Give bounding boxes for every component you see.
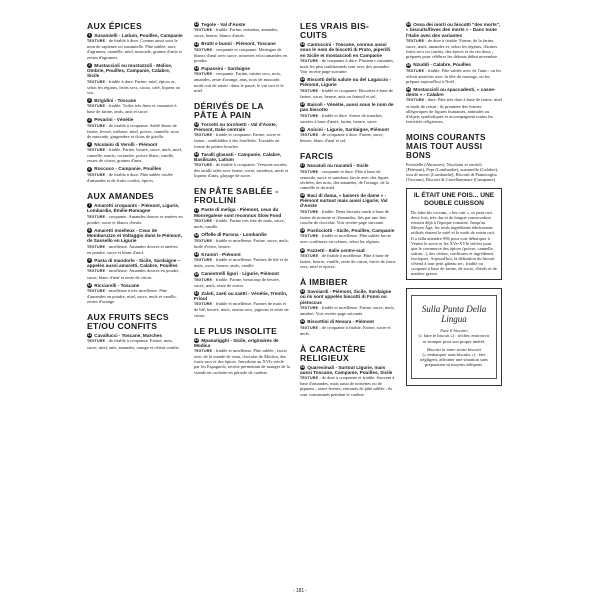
biscuit-entry	[300, 102, 396, 124]
entry-name: Mostaccioli ou spaccadenti, « casse-dents » - Calabre	[406, 86, 496, 98]
texture-text: : de friable à croquante. Sablé dense de farine, levure, mélasse, miel, poivre, cannelle, noix de muscade, gingembre et clous de girofle.	[87, 122, 179, 139]
texture-label: TEXTURE	[300, 88, 319, 93]
entry-heading	[194, 291, 290, 302]
entry-heading	[300, 193, 396, 209]
entry-heading	[406, 22, 502, 38]
texture-text: : croquante. Farine, raisins secs, noix, amandes, zeste d'orange, anis, noix de muscade, moût cuit de raisin : dans le passé, le vin cuit et le miel.	[194, 71, 284, 93]
biscuit-entry	[194, 232, 290, 248]
entry-name: Baicoli - Vénétie, aussi sous le nom de pan biscotto	[300, 101, 394, 113]
entry-description	[194, 218, 290, 229]
biscuit-entry	[406, 87, 502, 124]
biscuit-entry	[300, 319, 396, 335]
entry-number-badge: 32	[300, 319, 305, 324]
texture-label: TEXTURE	[87, 104, 106, 109]
biscuit-entry	[194, 338, 290, 375]
biscuit-entry	[300, 42, 396, 74]
biscuit-entry	[194, 271, 290, 287]
entry-number-badge: 6	[88, 166, 91, 171]
texture-label: TEXTURE	[194, 349, 213, 354]
entry-name: Quaresimali - Surtout Ligurie, mais aussi Toscane, Campanie, Pouilles, Sicile	[300, 364, 393, 375]
texture-label: TEXTURE	[406, 38, 425, 43]
entries-list	[300, 163, 396, 269]
texture-text: : friable et croquante. Biscottes à base de farine, sucre, beurre, anis ou fenouil et sel.	[300, 87, 394, 99]
entry-number-badge: 8	[88, 228, 91, 233]
entry-heading	[300, 289, 396, 305]
entries-list	[194, 122, 290, 179]
entry-name: Cantuccini - Toscane, connus aussi sous le nom de biscotti di Prato, piperilli en Sicile et mostaccioli en Campanie	[300, 42, 391, 58]
texture-text: : moelleuse à très moelleuse. Pâte d'amandes en poudre, miel, sucre, œufs et vanille, zestes d'orange.	[87, 287, 177, 305]
texture-text: : friable et dure. Sortes de tranches sucrées à base d'œufs, farine, beurre, sucre.	[300, 112, 382, 124]
page-number: - 181 -	[292, 588, 308, 594]
entry-name: Torcetti ou torchietti - Val d'Aoste, Piémont, Italie centrale	[194, 121, 278, 133]
entry-heading	[300, 77, 396, 88]
texture-label: TEXTURE	[300, 376, 319, 381]
entry-number-badge: 31	[300, 289, 305, 294]
entry-number-badge: 15	[194, 122, 199, 126]
idiom-item	[418, 347, 490, 367]
entry-heading	[87, 258, 183, 269]
texture-label: TEXTURE	[300, 234, 319, 239]
entry-name: Brigidini - Toscane	[93, 97, 137, 103]
entries-list	[87, 333, 183, 349]
texture-text: : de dure à friable. Farine, de la farine, sucre, œufs, amandes et, selon les régions, d'autres fruits secs ou confits, des épices et du vin doux ; préparés pour célébrer les défunts début novembre.	[406, 37, 499, 60]
entry-number-badge: 26	[300, 127, 305, 131]
history-title: IL ÉTAIT UNE FOIS... UNE DOUBLE CUISSON	[413, 192, 495, 207]
biscuit-entry	[194, 22, 290, 38]
texture-text: : friable. Farine, beurre, sucre, œufs, miel, cannelle, macis, coriandre, poivre blanc, vanille, zestes de citron, graines d'anis.	[87, 147, 183, 164]
section-title: AUX ÉPICES	[87, 21, 143, 31]
entry-heading	[87, 203, 183, 214]
section-title: DÉRIVÉS DE LA PÂTE À PAIN	[194, 100, 264, 120]
entry-number-badge: 21	[194, 290, 199, 295]
texture-text: : de craquante à dure. Plusieurs variantes, mais les plus traditionnels sont avec des amandes. Voir recette page suivante.	[300, 57, 395, 75]
biscuit-entry	[300, 289, 396, 316]
entry-description	[194, 132, 290, 148]
entry-name: Biscotti della salute ou del Lagaccio - Piémont, Ligurie	[300, 77, 391, 88]
idioms-inner	[411, 295, 497, 379]
entry-number-badge: 14	[194, 66, 199, 71]
entry-name: Pasticciotti - Sicile, Pouilles, Campanie	[306, 228, 395, 234]
entry-heading	[194, 338, 290, 349]
entry-number-badge: 18	[194, 232, 199, 237]
entry-name: Krumiri - Piémont	[200, 251, 241, 257]
entry-number-badge: 22	[194, 337, 199, 342]
texture-text: : friable et moelleuse. Farines de maïs et de blé, beurre, œufs, raisins secs, pignons et zeste de citron.	[194, 301, 289, 318]
texture-text: : friable. Farine, noisettes, amandes, sucre, beurre, blancs d'œufs.	[194, 27, 279, 39]
entry-description	[300, 233, 396, 244]
entry-heading	[300, 365, 396, 376]
entries-list	[194, 207, 290, 317]
texture-label: TEXTURE	[194, 133, 213, 138]
texture-label: TEXTURE	[300, 58, 319, 63]
entry-number-badge: 35	[406, 62, 411, 67]
texture-text: : croquante. Amandes douces et amères en poudre, sucre et blancs d'œufs.	[87, 213, 183, 225]
biscuit-entry	[87, 228, 183, 255]
entry-name: Amaretti croquants - Piémont, Ligurie, Lombardie, Émilie-Romagne	[87, 202, 180, 214]
texture-text: : de friable à dure. Connus aussi sous le nom de sapienze ou susumielle. Pâte sablée, noix d'agrumes, cannelle, miel, muscade, graines d'anis et zestes d'agrumes.	[87, 38, 182, 60]
texture-text: : de friable à dure. Pâte sablée roulée d'amandes et de fruits confits, épices.	[87, 171, 173, 183]
entry-number-badge: 12	[194, 22, 199, 27]
texture-text: : friable et moelleuse. Farines de blé et de maïs, sucre, beurre, œufs, vanille.	[194, 257, 289, 269]
idiom-phrase: Fare il biscotto	[440, 328, 468, 334]
biscuit-entry	[300, 365, 396, 397]
entries-list	[87, 33, 183, 183]
entry-number-badge: 36	[406, 87, 411, 92]
section-title: AUX AMANDES	[87, 190, 154, 201]
entry-number-badge: 29	[300, 228, 305, 233]
idiom-phrase: Biscotti in mare senza biscotti	[426, 346, 482, 352]
entry-heading	[194, 152, 290, 163]
texture-label: TEXTURE	[194, 258, 213, 263]
idiom-item	[418, 328, 490, 343]
texture-label: TEXTURE	[87, 269, 106, 274]
idioms-title: Sulla Punta Della Lingua	[421, 304, 487, 325]
biscuit-entry	[87, 283, 183, 305]
entry-number-badge: 2	[88, 62, 91, 67]
texture-label: TEXTURE	[194, 28, 213, 33]
entry-name: Susamielli - Latium, Pouilles, Campanie	[93, 33, 183, 38]
biscuit-entry	[300, 193, 396, 225]
entry-number-badge: 13	[194, 41, 199, 46]
entries-list	[194, 338, 290, 375]
texture-text: : friable et moelleuse. Pâte sablée ; farcis avec de la viande de veau, chocolat de Modica, des fruits secs et des épices. Introduite au XVIe siècle par les Espagnols, recette permettant de manger de la viande en cachette en période de carême.	[194, 348, 290, 375]
entries-list	[194, 22, 290, 93]
biscuit-entry	[300, 127, 396, 143]
history-box	[406, 188, 502, 280]
entry-description	[300, 58, 396, 74]
section-title: MOINS COURANTS MAIS TOUT AUSSI BONS	[406, 132, 486, 160]
texture-text: : friable. Pâte sablée avec de l'anis : on les offrait autrefois avec la fête du mariage, ou les prépare aujourd'hui à Noël.	[406, 67, 502, 84]
entry-description	[300, 169, 396, 190]
texture-text: : friable et moelleuse. Farine, sucre, œufs, huile d'olive, beurre.	[194, 237, 289, 249]
biscuit-entry	[406, 22, 502, 59]
biscuit-entry	[194, 41, 290, 63]
entry-description	[300, 325, 396, 336]
entry-name: Ossa dei morti ou biscotti "des morts", « biscuits/fèves des morts » - Dans toute l'Italie avec des variantes	[406, 22, 501, 38]
entry-description	[87, 268, 183, 279]
entry-name: Zaleti, zaeti ou zaetti - Vénétie, Trentin, Frioul	[194, 290, 288, 302]
texture-label: TEXTURE	[87, 79, 106, 84]
entry-number-badge: 33	[300, 364, 305, 369]
entry-description	[406, 68, 502, 84]
entry-number-badge: 27	[300, 163, 305, 168]
entry-description	[87, 123, 183, 139]
entry-name: Paste di meliga - Piémont, ceux du Monregalese sont reconnus Slow Food	[194, 207, 282, 218]
entries-list	[406, 22, 502, 124]
entry-name: Mustaccioli ou mustazzoli - Molise, Ombrie, Pouilles, Campanie, Calabre, Sicile	[87, 62, 173, 79]
texture-label: TEXTURE	[194, 163, 213, 168]
entry-heading	[87, 63, 183, 79]
texture-label: TEXTURE	[300, 306, 319, 311]
entry-description	[406, 38, 502, 59]
texture-label: TEXTURE	[87, 339, 106, 344]
entry-number-badge: 10	[87, 282, 92, 287]
entry-description	[194, 238, 290, 249]
entry-number-badge: 4	[88, 117, 91, 122]
entry-description	[87, 103, 183, 114]
entry-description	[194, 47, 290, 63]
entry-heading	[406, 87, 502, 98]
entry-description	[300, 253, 396, 269]
entry-description	[87, 214, 183, 225]
texture-text: : de friable à croquante. Versions sucrées des taralli salés avec farine, sucre, saindoux, œufs et liqueur d'anis, glaçage de sucre.	[194, 162, 289, 179]
texture-label: TEXTURE	[300, 133, 319, 138]
entry-name: Papassini - Sardaigne	[200, 66, 251, 72]
texture-label: TEXTURE	[194, 72, 213, 77]
biscuit-entry	[194, 252, 290, 268]
biscuit-entry	[87, 258, 183, 280]
texture-text: : de dure à croquante et friable. Souvent à base d'amandes, mais aussi de noisettes ou de pignons ; assez fermes, entourés de pâte sablée ; ils sont consommés pendant le carême.	[300, 375, 395, 397]
biscuit-entry	[87, 63, 183, 95]
texture-text: : friable. Deux biscuits ronds à base de farine de noisette et d'amandes, liés par une fine couche de chocolat. Voir recette page suivante.	[300, 208, 390, 225]
texture-text: : friable. Tuiles très fines et cassantes à base de farine, œufs, anis et sucre.	[87, 103, 177, 115]
entry-number-badge: 25	[300, 102, 305, 107]
texture-text: : friable et moelleuse. Farine, sucre, œufs, amidon. Voir recette page suivante.	[300, 305, 395, 317]
section-title: LE PLUS INSOLITE	[194, 325, 278, 336]
biscuit-entry	[406, 62, 502, 84]
texture-text: : friable et croquante. Farine, sucre et farine ; semblables à des feuilletés. Torsadés en forme de petites boucles.	[194, 132, 281, 149]
texture-text: : de friable à croquante. Farine, noix, sucre, miel, anis, amandes, orange et cédrat confits.	[87, 338, 180, 350]
section-title: À IMBIBER	[300, 277, 348, 288]
entry-description	[194, 257, 290, 268]
texture-text: : croquante et dure. Pâte à base de semoule, sucre et saindoux farcie avec des figues sèchées, des noix, des amandes, de l'orange, de la cannelle et du miel.	[300, 168, 390, 190]
biscuit-entry	[87, 117, 183, 139]
entries-list	[300, 42, 396, 143]
entry-name: Fazzetti - Italie centre-sud	[306, 247, 365, 253]
texture-label: TEXTURE	[194, 302, 213, 307]
texture-text: : dure. Pâte très dure à base de farine, miel et moût de raisin ; ils prennent des formes allégoriques de figures humaines, animales ou d'objets symboliques et accompagnent toutes les festivités religieuses.	[406, 97, 502, 124]
biscuit-entry	[87, 203, 183, 225]
texture-text: : de croquante à dure. Farine, sucre, beurre, blanc d'œuf et sel.	[300, 132, 384, 144]
texture-label: TEXTURE	[406, 98, 425, 103]
entry-description	[87, 244, 183, 255]
texture-label: TEXTURE	[194, 238, 213, 243]
biscuit-entry	[194, 122, 290, 149]
entry-description	[194, 27, 290, 38]
entry-name: Pasta di mandorle - Sicile, Sardaigne – appelés aussi amaretti, Calabre, Pouilles	[87, 257, 181, 269]
entry-name: Nicolaini di Verolli - Piémont	[93, 141, 158, 147]
entry-description	[87, 79, 183, 95]
entry-description	[194, 277, 290, 288]
biscuit-entry	[87, 142, 183, 164]
texture-label: TEXTURE	[194, 47, 213, 52]
entry-number-badge: 30	[300, 247, 305, 252]
texture-text: : moelleuse. Amandes douces en poudre, sucre, blanc d'œuf et zeste de citron.	[87, 268, 180, 280]
entry-number-badge: 28	[300, 193, 305, 198]
entry-description	[194, 348, 290, 374]
texture-label: TEXTURE	[87, 244, 106, 249]
entry-number-badge: 7	[88, 203, 91, 208]
biscuit-entry	[194, 207, 290, 229]
entry-description	[194, 162, 290, 178]
entry-heading	[87, 228, 183, 244]
section-title: À CARACTÈRE RELIGIEUX	[300, 343, 366, 363]
entry-number-badge: 16	[194, 151, 199, 156]
idioms-box	[406, 288, 502, 386]
entry-name: Baci di dama, « baisers de dame » - Piémont surtout mais aussi Ligurie, Val d'Aoste	[300, 192, 388, 209]
texture-text: : moelleuse. Amandes douces et amères en poudre, sucre et blanc d'œuf.	[87, 243, 178, 255]
texture-label: TEXTURE	[87, 172, 106, 177]
history-text: Du latin bis coctum, « bis-cuit », ce pain cuit deux fois, très dur et de longue conservation existait déjà à l'époque romaine. Jusqu'au Moyen Âge, les seuls ingrédients édulcorants utilisés étaient le miel et le moût de raisin cuit. Il a fallu attendre 996 pour voir débarquer à Venise le sucre et les XVe-XVIe siècles pour que le commerce des épices (poivre, cannelle, safran...), des cèdres, confitures et ingrédients exotiques. Aujourd'hui, la définition du biscuit s'étend à tout petit gâteau sec, friable ou croquant à base de farine, de sucre, d'œufs et de matière grasse.	[411, 210, 497, 277]
entry-name: Taralli glassati - Campanie, Calabre, Basilicate, Latium	[194, 151, 282, 162]
rare-biscuits-text: Ferratelle (Abruzzes), Nicolaini et strufoli (Piémont), Pepi (Lombardie), zuzumelle (Calabre), ossi di morto (Lombardie), Biscotti di Pannicoglia (Toscane), Biscotti di Castellammare (Campanie).	[406, 161, 499, 183]
entry-name: Savoiardi - Piémont, Sicile, Sardaigne où ils sont appelés biscotti di Fonni ou pistoccus	[300, 289, 392, 305]
entry-number-badge: 1	[88, 33, 91, 38]
entry-heading	[194, 122, 290, 133]
texture-label: TEXTURE	[194, 277, 213, 282]
entry-description	[87, 172, 183, 183]
entry-number-badge: 5	[88, 142, 91, 147]
texture-text: : friable. Farine très fine de maïs, sucre, œufs, vanille.	[194, 218, 285, 230]
entry-number-badge: 34	[406, 22, 411, 27]
entry-description	[194, 71, 290, 92]
entry-number-badge: 20	[194, 271, 199, 276]
idiom-meaning: (« faire le biscuit ») : tricher, entrouvrir se tromper pour son propre intérêt.	[418, 333, 490, 344]
entry-name: Cavallucci - Toscane, Marches	[93, 333, 162, 339]
entry-name: Ricciarelli - Toscane	[93, 282, 140, 288]
entry-description	[87, 147, 183, 163]
texture-label: TEXTURE	[87, 39, 106, 44]
entry-description	[300, 113, 396, 124]
entry-number-badge: 24	[300, 77, 305, 82]
entry-name: Roccoco - Campanie, Pouilles	[93, 166, 162, 172]
biscuit-entry	[300, 163, 396, 190]
entry-description	[87, 338, 183, 349]
entry-name: Biscottini di Novara - Piémont	[306, 319, 374, 325]
biscuit-entry	[300, 248, 396, 270]
texture-label: TEXTURE	[300, 113, 319, 118]
texture-label: TEXTURE	[87, 123, 106, 128]
texture-label: TEXTURE	[300, 209, 319, 214]
texture-text: : friable. Farine, beaucoup de beurre, sucre, œufs, zeste de citron.	[194, 276, 280, 288]
texture-label: TEXTURE	[300, 325, 319, 330]
entry-name: Anicini - Ligurie, Sardaigne, Piémont	[306, 126, 389, 132]
entry-heading	[300, 42, 396, 58]
entry-description	[300, 305, 396, 316]
biscuit-entry	[300, 228, 396, 244]
entry-name: Amaretti moelleux - Ceux de Mombaruzzo et Voltaggio dans le Piémont, de Sassello en Ligurie	[87, 227, 182, 244]
texture-text: : croquante et craquante. Meringue de blancs d'œuf avec sucre, noisettes et/ou amandes en poudre.	[194, 46, 288, 63]
entry-number-badge: 9	[88, 258, 91, 263]
entry-name: Canestrelli liguri - Ligurie, Piémont	[200, 271, 279, 277]
entry-number-badge: 11	[87, 333, 92, 338]
biscuit-entry	[194, 152, 290, 179]
section-title: AUX FRUITS SECS ET/OU CONFITS	[87, 312, 169, 332]
column-3	[300, 22, 396, 400]
entry-description	[300, 209, 396, 225]
biscuit-entry	[87, 333, 183, 349]
entry-heading	[300, 102, 396, 113]
texture-label: TEXTURE	[300, 169, 319, 174]
entry-name: Nucatuli ou nucatoli - Sicile	[306, 163, 369, 169]
entry-description	[300, 132, 396, 143]
entry-description	[300, 375, 396, 396]
entry-heading	[194, 207, 290, 218]
texture-label: TEXTURE	[87, 214, 106, 219]
texture-text: : friable à dure. Farine, miel, épices et, selon les régions, fruits secs, cacao, café, liqueur ou vin.	[87, 78, 181, 95]
entry-name: Tegole - Val d'Aoste	[200, 22, 246, 27]
entry-description	[406, 97, 502, 123]
section-title: EN PÂTE SABLÉE - FROLLINI	[194, 186, 279, 206]
entries-list	[300, 365, 396, 397]
column-4	[406, 22, 502, 386]
biscuit-entry	[194, 291, 290, 318]
idiom-meaning: (« embarquer sans biscuits ») : être négligent, affronter une situation sans préparation ni moyens adéquats.	[420, 351, 488, 367]
biscuit-entry	[194, 66, 290, 93]
entry-number-badge: 3	[88, 98, 91, 103]
biscuit-entry	[300, 77, 396, 99]
entry-number-badge: 23	[300, 42, 305, 47]
texture-text: : friable et moelleuse. Pâte sablée farcie avec confitures ou crèmes, selon les régions.	[300, 233, 391, 245]
texture-text: : de friable à moelleuse. Pâte à base de farine, beurre, vanille, zeste de citron, farcie de fruits secs, miel et épices.	[300, 252, 396, 270]
texture-label: TEXTURE	[194, 219, 213, 224]
biscuit-entry	[87, 166, 183, 182]
entry-name: Pevarini - Vénétie	[93, 117, 134, 123]
entry-name: Mpanatigghi - Sicile, originaires de Modica	[194, 337, 279, 348]
texture-label: TEXTURE	[87, 148, 106, 153]
section-title: FARCIS	[300, 151, 334, 162]
texture-label: TEXTURE	[300, 253, 319, 258]
entry-number-badge: 19	[194, 252, 199, 257]
entries-list	[87, 203, 183, 304]
entry-name: Offelle di Parona - Lombardie	[200, 232, 267, 238]
biscuit-entry	[87, 98, 183, 114]
entry-description	[87, 288, 183, 304]
entry-number-badge: 17	[194, 207, 199, 212]
entry-name: Brutti e buoni - Piémont, Toscane	[200, 41, 276, 47]
texture-label: TEXTURE	[406, 68, 425, 73]
texture-label: TEXTURE	[87, 288, 106, 293]
biscuit-entry	[87, 33, 183, 60]
entry-description	[300, 88, 396, 99]
texture-text: : de croquante à friable. Farine, sucre et œufs.	[300, 324, 391, 336]
entry-name: Nzuddi - Calabre, Pouilles	[412, 62, 471, 68]
idioms-list	[418, 328, 490, 367]
entry-description	[194, 301, 290, 317]
section-title: LES VRAIS BIS-CUITS	[300, 21, 370, 40]
column-1	[87, 22, 183, 353]
entries-list	[300, 289, 396, 336]
column-2	[194, 22, 290, 378]
entry-description	[87, 38, 183, 59]
